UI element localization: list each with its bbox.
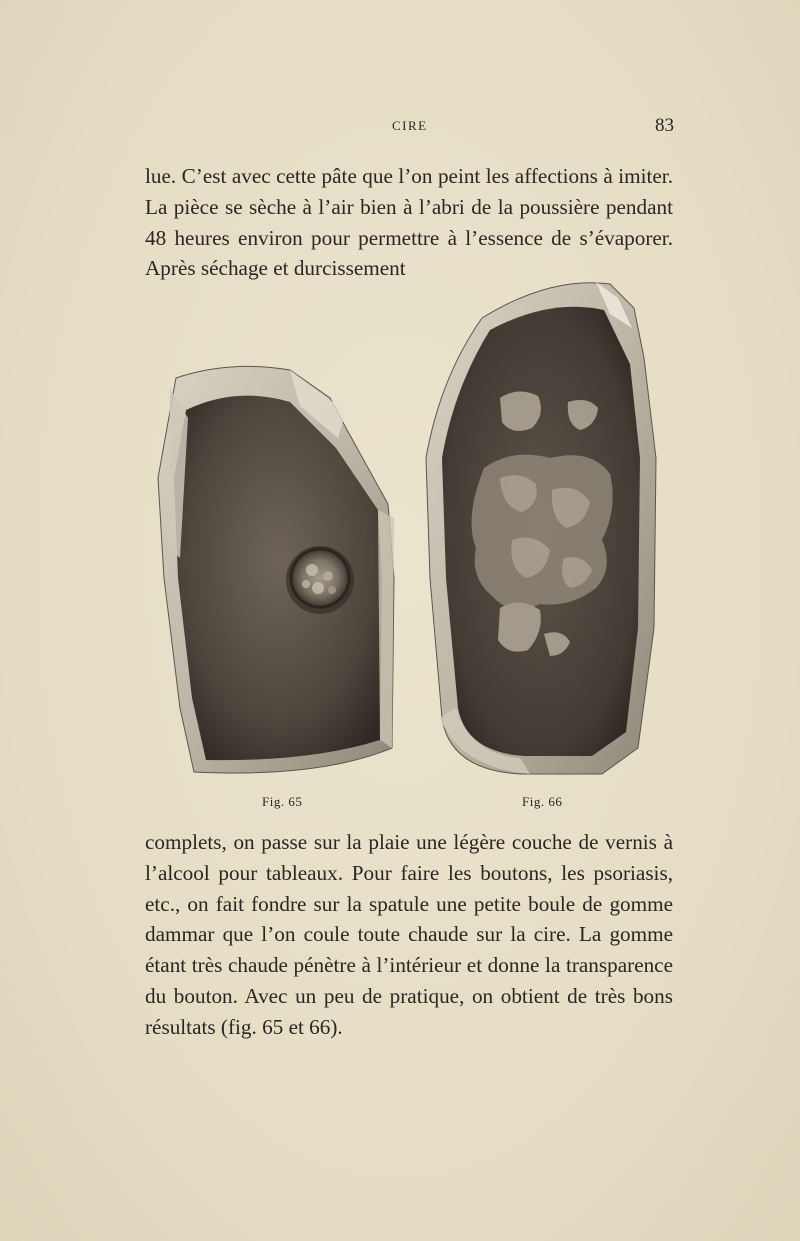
- paragraph-bottom: complets, on passe sur la plaie une légère couche de vernis à l’alcool pour tableaux. Pour faire les boutons, les psoriasis, etc., on fait fondre sur la spatule une petite boule de gomme dammar que l’on coule toute chaude sur la cire. La gomme étant très chaude pénètre à l’intérieur et donne la transparence du bouton. Avec un peu de pratique, on obtient de très bons résultats (fig. 65 et 66).: [145, 830, 673, 1039]
- paragraph-top: lue. C’est avec cette pâte que l’on peint les affections à imiter. La pièce se sèche à l’air bien à l’abri de la poussière pendant 48 heures environ pour permettre à l’essence de s’évaporer. Après séchage et durcissement: [145, 164, 673, 281]
- page-number: 83: [655, 115, 674, 136]
- figure-65-caption: Fig. 65: [262, 794, 303, 809]
- figure-plate: [140, 278, 680, 783]
- figure-66-caption: Fig. 66: [522, 794, 563, 809]
- figure-65-image: [158, 366, 394, 773]
- figure-66-image: [426, 282, 656, 774]
- lesion-mark: [286, 546, 354, 614]
- running-title: CIRE: [392, 118, 428, 133]
- running-head: [0, 115, 800, 138]
